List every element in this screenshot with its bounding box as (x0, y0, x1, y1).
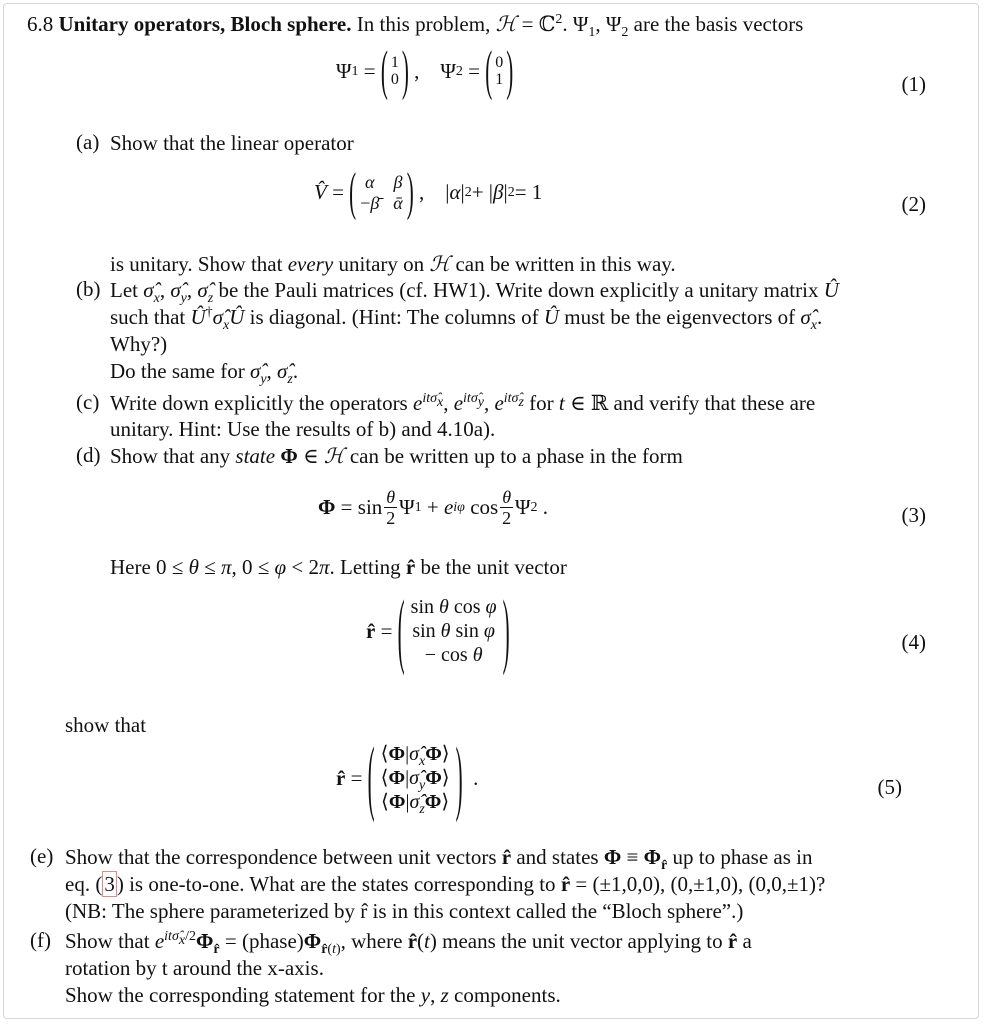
part-f-line2: rotation by t around the x-axis. (65, 956, 324, 980)
part-b-line2: such that $Û^\dagger\sigmâ_xÛ$ is diagonal. (Hint: The columns of Û must be the eigenvectors of $\sigmâ_x$. (110, 305, 823, 334)
equation-1-number: (1) (901, 72, 926, 96)
part-d-line1: Show that any state Φ ∈ ℋ can be written up to a phase in the form (110, 444, 683, 468)
part-e-line1: Show that the correspondence between unit vectors r̂ and states $\Phi \equiv \Phi_{r̂}$ up to phase as in (65, 845, 813, 874)
part-c-label: (c) (76, 390, 100, 414)
part-e-label: (e) (30, 844, 54, 868)
part-f-line1: Show that $e^{it\sigmâ_x/2}\Phi_{r̂}$ = $(phase)\Phi_{r̂(t)}$, where r̂(t) means the unit vector applying to r̂ a (65, 929, 752, 958)
equation-5-number: (5) (877, 775, 902, 799)
part-b-line3: Why?) (110, 332, 168, 356)
equation-3-number: (3) (901, 503, 926, 527)
problem-header: 6.8 Unitary operators, Bloch sphere. In this problem, ℋ = ℂ$^2$. $\Psi_1$, $\Psi_2$ are the basis vectors (27, 12, 804, 41)
equation-1: Ψ 1 = ( 1 0 ) , Ψ 2 = ( 0 1 ) (336, 39, 514, 102)
equation-5: r̂ = ( $⟨\Phi|\sigmâ_x\Phi⟩$ $⟨\Phi|\sigmâ_y\Phi⟩$ $⟨\Phi|\sigmâ_z\Phi⟩$ ) . (336, 728, 479, 824)
part-d-label: (d) (76, 443, 101, 467)
equation-2: V̂ = ( α β −β̄ ᾱ ) , | α | 2 + | β | 2 = 1 (314, 161, 543, 222)
part-a-text: Show that the linear operator (110, 131, 354, 155)
equation-4: r̂ = ( sin θ cos φ sin θ sin φ − cos θ ) (366, 581, 510, 677)
part-e-line2: eq. (3) is one-to-one. What are the states corresponding to r̂ = (±1,0,0), (0,±1,0), (0,0,±1)? (65, 872, 826, 896)
part-c-line1: Write down explicitly the operators $e^{it\sigmâ_x}$, $e^{it\sigmâ_y}$, $e^{it\sigmâ_z}$ for t ∈ ℝ and verify that these are (110, 391, 816, 415)
part-f-label: (f) (30, 928, 51, 952)
part-a-label: (a) (76, 130, 100, 154)
problem-title: Unitary operators, Bloch sphere. (58, 12, 352, 36)
equation-2-number: (2) (901, 192, 926, 216)
part-b-line1: Let $\sigmâ_x$, $\sigmâ_y$, $\sigmâ_z$ be the Pauli matrices (cf. HW1). Write down explicitly a unitary matrix Û (110, 278, 839, 307)
part-f-line3: Show the corresponding statement for the y, z components. (65, 983, 561, 1007)
part-d-show: show that (65, 713, 147, 737)
part-d-here: Here 0 ≤ θ ≤ π, 0 ≤ φ < 2π. Letting r̂ be the unit vector (110, 555, 567, 579)
part-c-line2: unitary. Hint: Use the results of b) and 4.10a). (110, 417, 496, 441)
part-b-label: (b) (76, 277, 101, 301)
part-a-after: is unitary. Show that every unitary on ℋ can be written in this way. (110, 252, 676, 276)
equation-4-number: (4) (901, 630, 926, 654)
part-e-line3: (NB: The sphere parameterized by r̂ is in this context called the “Bloch sphere”.) (65, 899, 744, 923)
equation-3: Φ = sin $\frac{\theta}{2}$ Ψ 1 + e iφ cos $\frac{\theta}{2}$ Ψ 2 . (318, 487, 549, 528)
problem-number: 6.8 (27, 12, 54, 36)
part-b-line4: Do the same for $\sigmâ_y$, $\sigmâ_z$. (110, 359, 299, 388)
equation-ref-3[interactable]: 3 (104, 872, 115, 896)
